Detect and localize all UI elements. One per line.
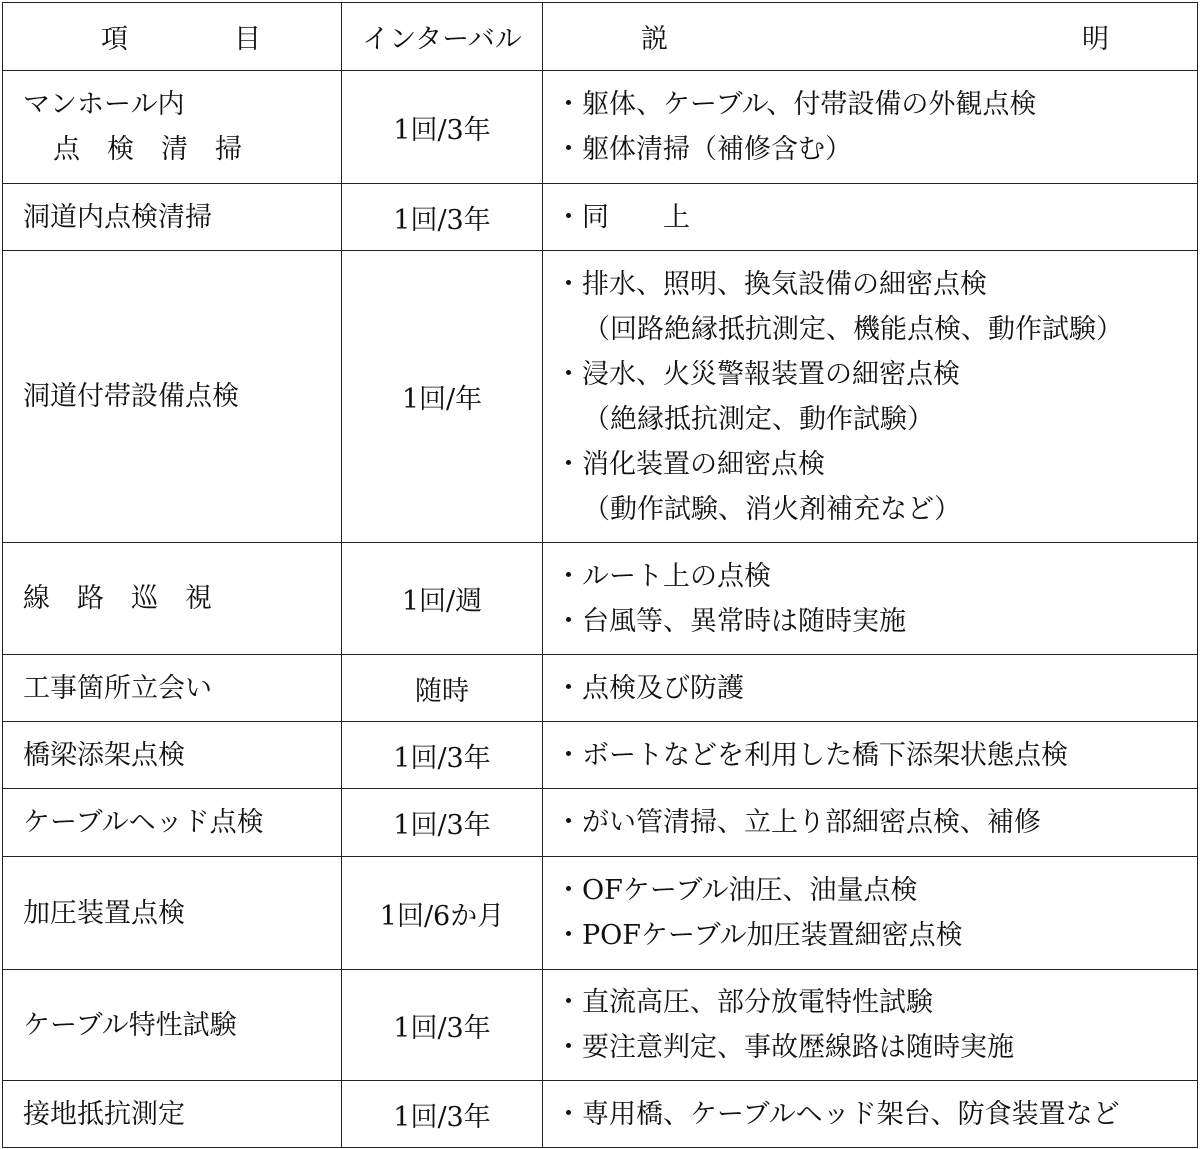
- cell-description: [543, 251, 1198, 543]
- item-text: 洞道内点検清掃: [23, 201, 212, 233]
- description-line: ・同 上: [555, 201, 690, 233]
- cell-description: [543, 1081, 1198, 1148]
- cell-item: [3, 655, 342, 722]
- header-item: [3, 3, 342, 71]
- cell-item: [3, 722, 342, 789]
- table-row: [3, 722, 1198, 789]
- item-text: 工事箇所立会い: [23, 672, 212, 704]
- table-row: [3, 251, 1198, 543]
- cell-interval: 1回/3年: [342, 722, 543, 789]
- description-line: ・躯体、ケーブル、付帯設備の外観点検: [555, 89, 1037, 120]
- cell-description: [543, 857, 1198, 970]
- item-text: ケーブル特性試験: [23, 1009, 237, 1041]
- item-text: マンホール内: [23, 89, 185, 120]
- header-interval: インターバル: [342, 3, 543, 71]
- cell-item: [3, 857, 342, 970]
- item-text: 加圧装置点検: [23, 897, 185, 929]
- cell-interval: 1回/週: [342, 543, 543, 655]
- cell-interval: 1回/3年: [342, 789, 543, 857]
- item-text: 橋梁添架点検: [23, 739, 185, 771]
- cell-description: [543, 184, 1198, 251]
- item-text: 点 検 清 掃: [53, 134, 242, 165]
- cell-item: [3, 543, 342, 655]
- header-row: [3, 3, 1198, 71]
- table-row: [3, 789, 1198, 857]
- cell-description: [543, 543, 1198, 655]
- item-text: 接地抵抗測定: [23, 1098, 185, 1130]
- cell-interval: 1回/6か月: [342, 857, 543, 970]
- cell-description: [543, 722, 1198, 789]
- cell-item: [3, 184, 342, 251]
- description-line: ・消化装置の細密点検: [555, 448, 825, 480]
- description-line: ・ボートなどを利用した橋下添架状態点検: [555, 739, 1068, 771]
- cell-interval: 1回/3年: [342, 970, 543, 1081]
- cell-item: [3, 1081, 342, 1148]
- description-line: ・専用橋、ケーブルヘッド架台、防食装置など: [555, 1098, 1120, 1130]
- description-line: ・OFケーブル油圧、油量点検: [555, 875, 918, 906]
- cell-item: [3, 970, 342, 1081]
- table-row: [3, 184, 1198, 251]
- table-row: [3, 1081, 1198, 1148]
- table-row: [3, 857, 1198, 970]
- inspection-schedule-table: [2, 2, 1198, 1148]
- description-line: ・がい管清掃、立上り部細密点検、補修: [555, 807, 1041, 838]
- cell-interval: 1回/3年: [342, 184, 543, 251]
- description-subline: （絶縁抵抗測定、動作試験）: [583, 403, 934, 435]
- table-body: [3, 71, 1198, 1148]
- cell-description: [543, 71, 1198, 184]
- description-line: ・台風等、異常時は随時実施: [555, 605, 906, 637]
- cell-interval: 1回/3年: [342, 71, 543, 184]
- item-text: 洞道付帯設備点検: [23, 381, 239, 412]
- cell-item: [3, 251, 342, 543]
- item-text: 線 路 巡 視: [23, 583, 212, 614]
- header-desc-left: 説: [641, 24, 668, 55]
- description-line: ・POFケーブル加圧装置細密点検: [555, 920, 963, 951]
- cell-item: [3, 71, 342, 184]
- table-row: [3, 655, 1198, 722]
- description-line: ・躯体清掃（補修含む）: [555, 134, 852, 165]
- table-row: [3, 970, 1198, 1081]
- cell-description: [543, 655, 1198, 722]
- description-line: ・浸水、火災警報装置の細密点検: [555, 358, 960, 390]
- cell-interval: 1回/3年: [342, 1081, 543, 1148]
- description-line: ・排水、照明、換気設備の細密点検: [555, 268, 987, 300]
- header-desc-right: 明: [1082, 24, 1109, 55]
- item-text: ケーブルヘッド点検: [23, 807, 264, 838]
- table-row: [3, 71, 1198, 184]
- header-item-left: 項: [101, 24, 128, 55]
- cell-description: [543, 789, 1198, 857]
- cell-interval: 1回/年: [342, 251, 543, 543]
- description-subline: （回路絶縁抵抗測定、機能点検、動作試験）: [583, 313, 1123, 345]
- description-line: ・直流高圧、部分放電特性試験: [555, 987, 933, 1018]
- description-line: ・ルート上の点検: [555, 560, 771, 592]
- description-subline: （動作試験、消火剤補充など）: [583, 493, 961, 525]
- description-line: ・要注意判定、事故歴線路は随時実施: [555, 1032, 1014, 1063]
- cell-interval: 随時: [342, 655, 543, 722]
- cell-description: [543, 970, 1198, 1081]
- cell-item: [3, 789, 342, 857]
- header-item-right: 目: [234, 24, 261, 55]
- header-description: [543, 3, 1198, 71]
- description-line: ・点検及び防護: [555, 672, 744, 704]
- table-row: [3, 543, 1198, 655]
